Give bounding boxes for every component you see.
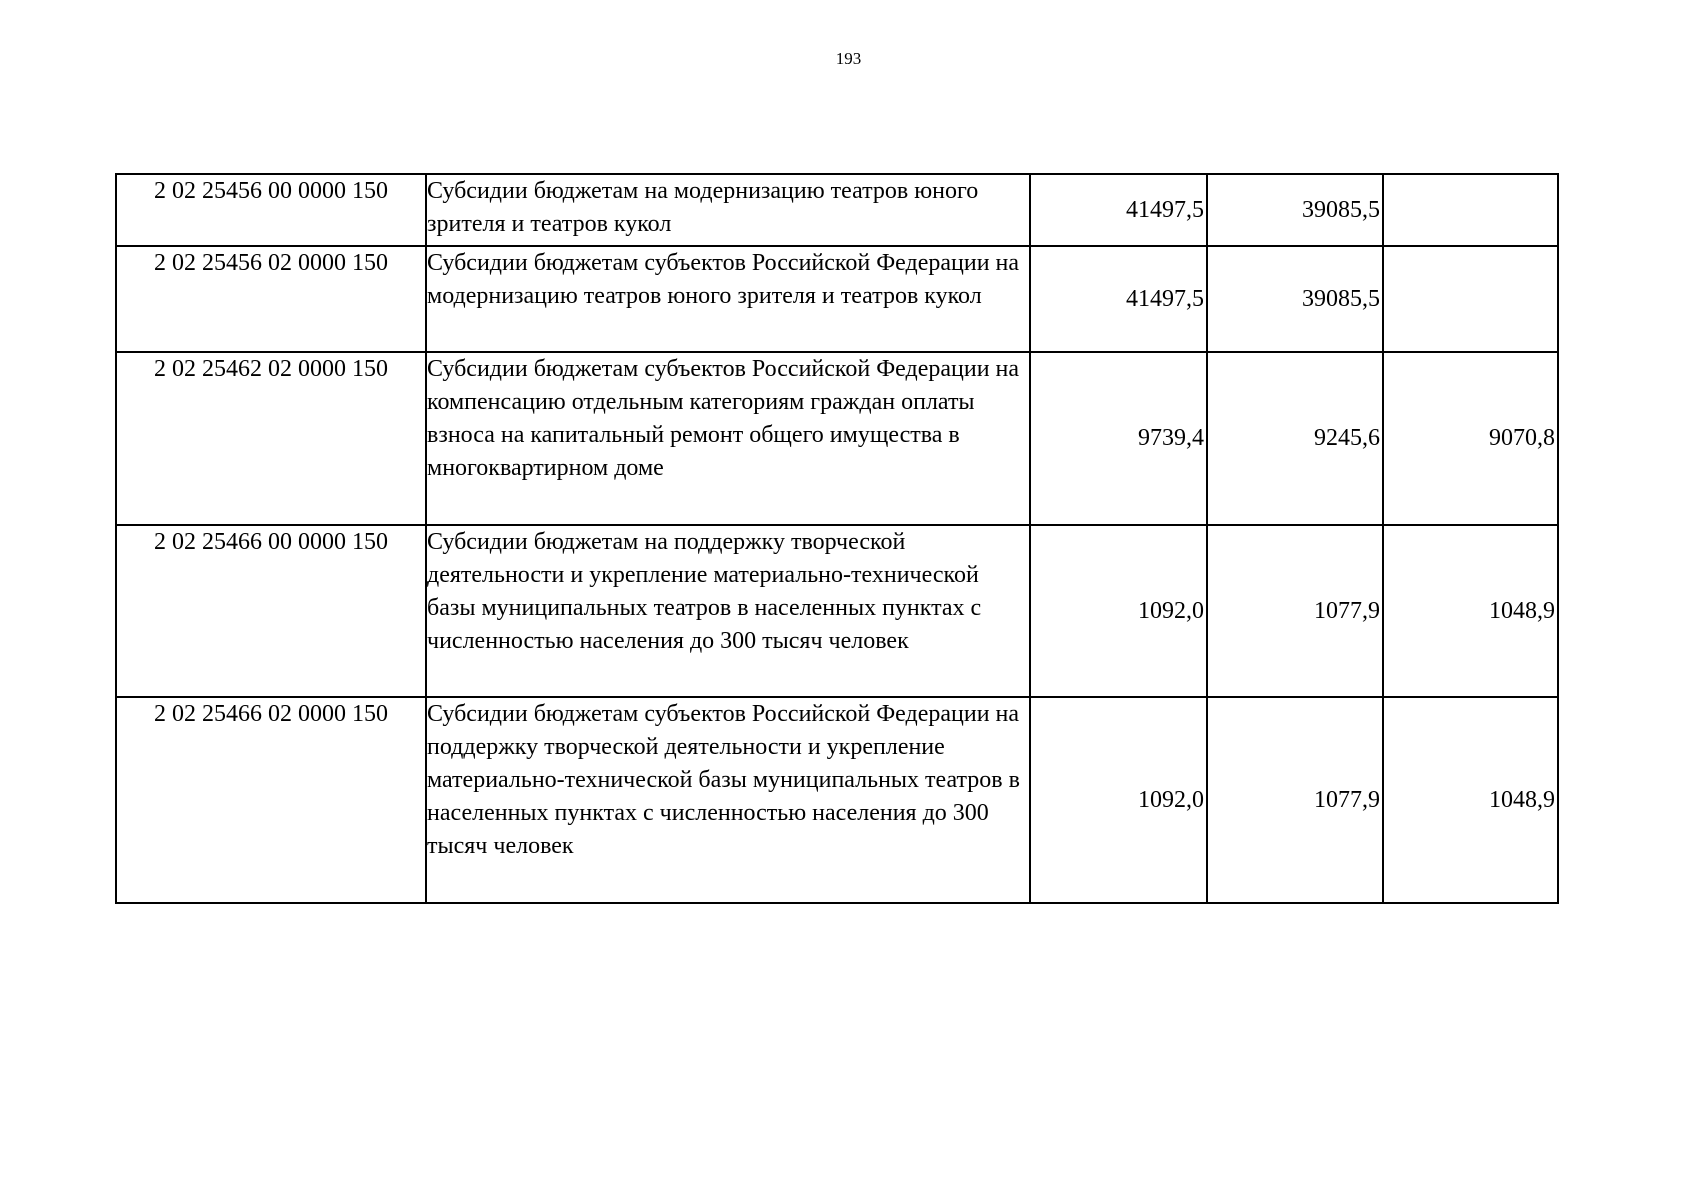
amount-cell-year-3 xyxy=(1383,174,1558,246)
amount-cell-year-2: 39085,5 xyxy=(1207,246,1383,352)
amount-cell-year-3: 9070,8 xyxy=(1383,352,1558,525)
description-cell: Субсидии бюджетам на модернизацию театров юного зрителя и театров кукол xyxy=(426,174,1030,246)
description-cell: Субсидии бюджетам субъектов Российской Федерации на поддержку творческой деятельности и укрепление материально-технической базы муниципальных театров в населенных пунктах с численностью населения до 300 тысяч человек xyxy=(426,697,1030,903)
budget-code-cell: 2 02 25456 02 0000 150 xyxy=(116,246,426,352)
amount-cell-year-2: 1077,9 xyxy=(1207,525,1383,697)
description-cell: Субсидии бюджетам субъектов Российской Федерации на компенсацию отдельным категориям граждан оплаты взноса на капитальный ремонт общего имущества в многоквартирном доме xyxy=(426,352,1030,525)
amount-cell-year-2: 39085,5 xyxy=(1207,174,1383,246)
amount-cell-year-1: 1092,0 xyxy=(1030,525,1207,697)
amount-cell-year-1: 9739,4 xyxy=(1030,352,1207,525)
budget-code-cell: 2 02 25466 00 0000 150 xyxy=(116,525,426,697)
amount-cell-year-3: 1048,9 xyxy=(1383,697,1558,903)
amount-cell-year-2: 1077,9 xyxy=(1207,697,1383,903)
amount-cell-year-1: 1092,0 xyxy=(1030,697,1207,903)
amount-cell-year-1: 41497,5 xyxy=(1030,246,1207,352)
budget-code-cell: 2 02 25456 00 0000 150 xyxy=(116,174,426,246)
page-number: 193 xyxy=(835,49,862,68)
amount-cell-year-1: 41497,5 xyxy=(1030,174,1207,246)
amount-cell-year-3 xyxy=(1383,246,1558,352)
table-row xyxy=(116,525,1558,697)
table-row xyxy=(116,697,1558,903)
table-row xyxy=(116,352,1558,525)
amount-cell-year-2: 9245,6 xyxy=(1207,352,1383,525)
amount-cell-year-3: 1048,9 xyxy=(1383,525,1558,697)
table-row xyxy=(116,174,1558,246)
budget-table xyxy=(115,173,1559,904)
table-row xyxy=(116,246,1558,352)
description-cell: Субсидии бюджетам на поддержку творческой деятельности и укрепление материально-технической базы муниципальных театров в населенных пунктах с численностью населения до 300 тысяч человек xyxy=(426,525,1030,697)
budget-code-cell: 2 02 25466 02 0000 150 xyxy=(116,697,426,903)
description-cell: Субсидии бюджетам субъектов Российской Федерации на модернизацию театров юного зрителя и театров кукол xyxy=(426,246,1030,352)
budget-code-cell: 2 02 25462 02 0000 150 xyxy=(116,352,426,525)
